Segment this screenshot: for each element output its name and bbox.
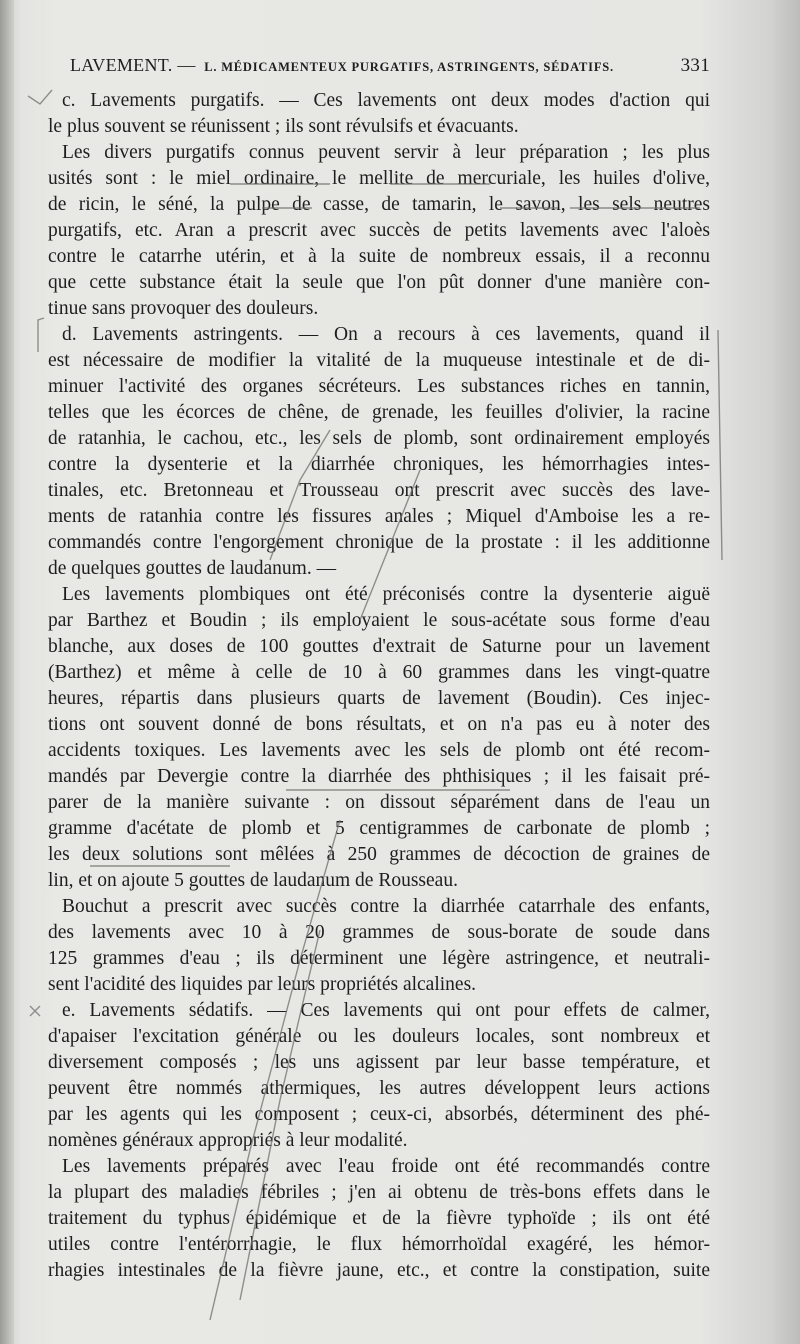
header-title: LAVEMENT. — <box>70 55 196 75</box>
book-gutter <box>0 0 14 1344</box>
text-line: d'apaiser l'excitation générale ou les douleurs locales, sont nombreux et <box>48 1026 710 1047</box>
text-line: tinales, etc. Bretonneau et Trousseau ont prescrit avec succès des lave- <box>48 480 710 501</box>
text-line: purgatifs, etc. Aran a prescrit avec succès de petits lavements avec l'aloès <box>48 220 710 241</box>
text-line: Les divers purgatifs connus peuvent servir à leur préparation ; les plus <box>62 142 710 163</box>
text-line: le plus souvent se réunissent ; ils sont révulsifs et évacuants. <box>48 116 519 137</box>
text-line: telles que les écorces de chêne, de grenade, les feuilles d'olivier, la racine <box>48 402 710 423</box>
text-line: la plupart des maladies fébriles ; j'en ai obtenu de très-bons effets dans le <box>48 1182 710 1203</box>
text-line: est nécessaire de modifier la vitalité de la muqueuse intestinale et de di- <box>48 350 710 371</box>
text-line: mandés par Devergie contre la diarrhée des phthisiques ; il les faisait pré- <box>48 766 710 787</box>
text-line: les deux solutions sont mêlées à 250 grammes de décoction de graines de <box>48 844 710 865</box>
text-line: Les lavements préparés avec l'eau froide ont été recommandés contre <box>62 1156 710 1177</box>
text-line: par Barthez et Boudin ; ils employaient le sous-acétate sous forme d'eau <box>48 610 710 631</box>
text-line: gramme d'acétate de plomb et 5 centigrammes de carbonate de plomb ; <box>48 818 710 839</box>
text-line: e. Lavements sédatifs. — Ces lavements qui ont pour effets de calmer, <box>62 1000 710 1021</box>
text-line: peuvent être nommés athermiques, les autres développent leurs actions <box>48 1078 710 1099</box>
margin-bracket <box>38 318 44 352</box>
text-line: traitement du typhus épidémique et de la fièvre typhoïde ; ils ont été <box>48 1208 710 1229</box>
text-line: parer de la manière suivante : on dissout séparément dans de l'eau un <box>48 792 710 813</box>
text-line: par les agents qui les composent ; ceux-ci, absorbés, déterminent des phé- <box>48 1104 710 1125</box>
text-line: heures, répartis dans plusieurs quarts de lavement (Boudin). Ces injec- <box>48 688 710 709</box>
margin-right-bar <box>718 330 722 560</box>
text-line: (Barthez) et même à celle de 10 à 60 grammes dans les vingt-quatre <box>48 662 710 683</box>
text-line: contre la dysenterie et la diarrhée chroniques, les hémorrhagies intes- <box>48 454 710 475</box>
text-line: tions ont souvent donné de bons résultats, et on n'a pas eu à noter des <box>48 714 710 735</box>
text-line: d. Lavements astringents. — On a recours à ces lavements, quand il <box>62 324 710 345</box>
text-line: que cette substance était la seule que l'on pût donner d'une manière con- <box>48 272 710 293</box>
text-line: usités sont : le miel ordinaire, le mellite de mercuriale, les huiles d'olive, <box>48 168 710 189</box>
text-line: de quelques gouttes de laudanum. — <box>48 558 337 579</box>
text-line: nomènes généraux appropriés à leur modalité. <box>48 1130 408 1151</box>
text-line: de ratanhia, le cachou, etc., les sels de plomb, sont ordinairement employés <box>48 428 710 449</box>
running-header <box>70 55 710 81</box>
text-line: c. Lavements purgatifs. — Ces lavements ont deux modes d'action qui <box>62 90 710 111</box>
margin-cross <box>30 1006 40 1016</box>
text-line: minuer l'activité des organes sécréteurs. Les substances riches en tannin, <box>48 376 710 397</box>
text-line: diversement composés ; les uns agissent par leur basse température, et <box>48 1052 710 1073</box>
text-line: Les lavements plombiques ont été préconisés contre la dysenterie aiguë <box>62 584 710 605</box>
text-line: commandés contre l'engorgement chronique de la prostate : il les additionne <box>48 532 710 553</box>
text-line: accidents toxiques. Les lavements avec les sels de plomb ont été recom- <box>48 740 710 761</box>
text-line: sent l'acidité des liquides par leurs propriétés alcalines. <box>48 974 477 995</box>
text-line: Bouchut a prescrit avec succès contre la diarrhée catarrhale des enfants, <box>62 896 710 917</box>
text-line: rhagies intestinales de la fièvre jaune, etc., et contre la constipation, suite <box>48 1260 710 1281</box>
text-line: blanche, aux doses de 100 gouttes d'extrait de Saturne pour un lavement <box>48 636 710 657</box>
text-line: contre le catarrhe utérin, et à la suite de nombreux essais, il a reconnu <box>48 246 710 267</box>
text-line: lin, et on ajoute 5 gouttes de laudanum de Rousseau. <box>48 870 458 891</box>
header-subtitle: L. MÉDICAMENTEUX PURGATIFS, ASTRINGENTS, SÉDATIFS. <box>204 60 614 74</box>
text-line: 125 grammes d'eau ; ils déterminent une légère astringence, et neutrali- <box>48 948 710 969</box>
text-line: utiles contre l'entérorrhagie, le flux hémorrhoïdal exagéré, les hémor- <box>48 1234 710 1255</box>
text-line: des lavements avec 10 à 20 grammes de sous-borate de soude dans <box>48 922 710 943</box>
text-line: de ricin, le séné, la pulpe de casse, de tamarin, le savon, les sels neutres <box>48 194 710 215</box>
text-line: ments de ratanhia contre les fissures anales ; Miquel d'Amboise les a re- <box>48 506 710 527</box>
text-line: tinue sans provoquer des douleurs. <box>48 298 319 319</box>
page-number: 331 <box>680 55 710 76</box>
body-text <box>48 88 710 1284</box>
